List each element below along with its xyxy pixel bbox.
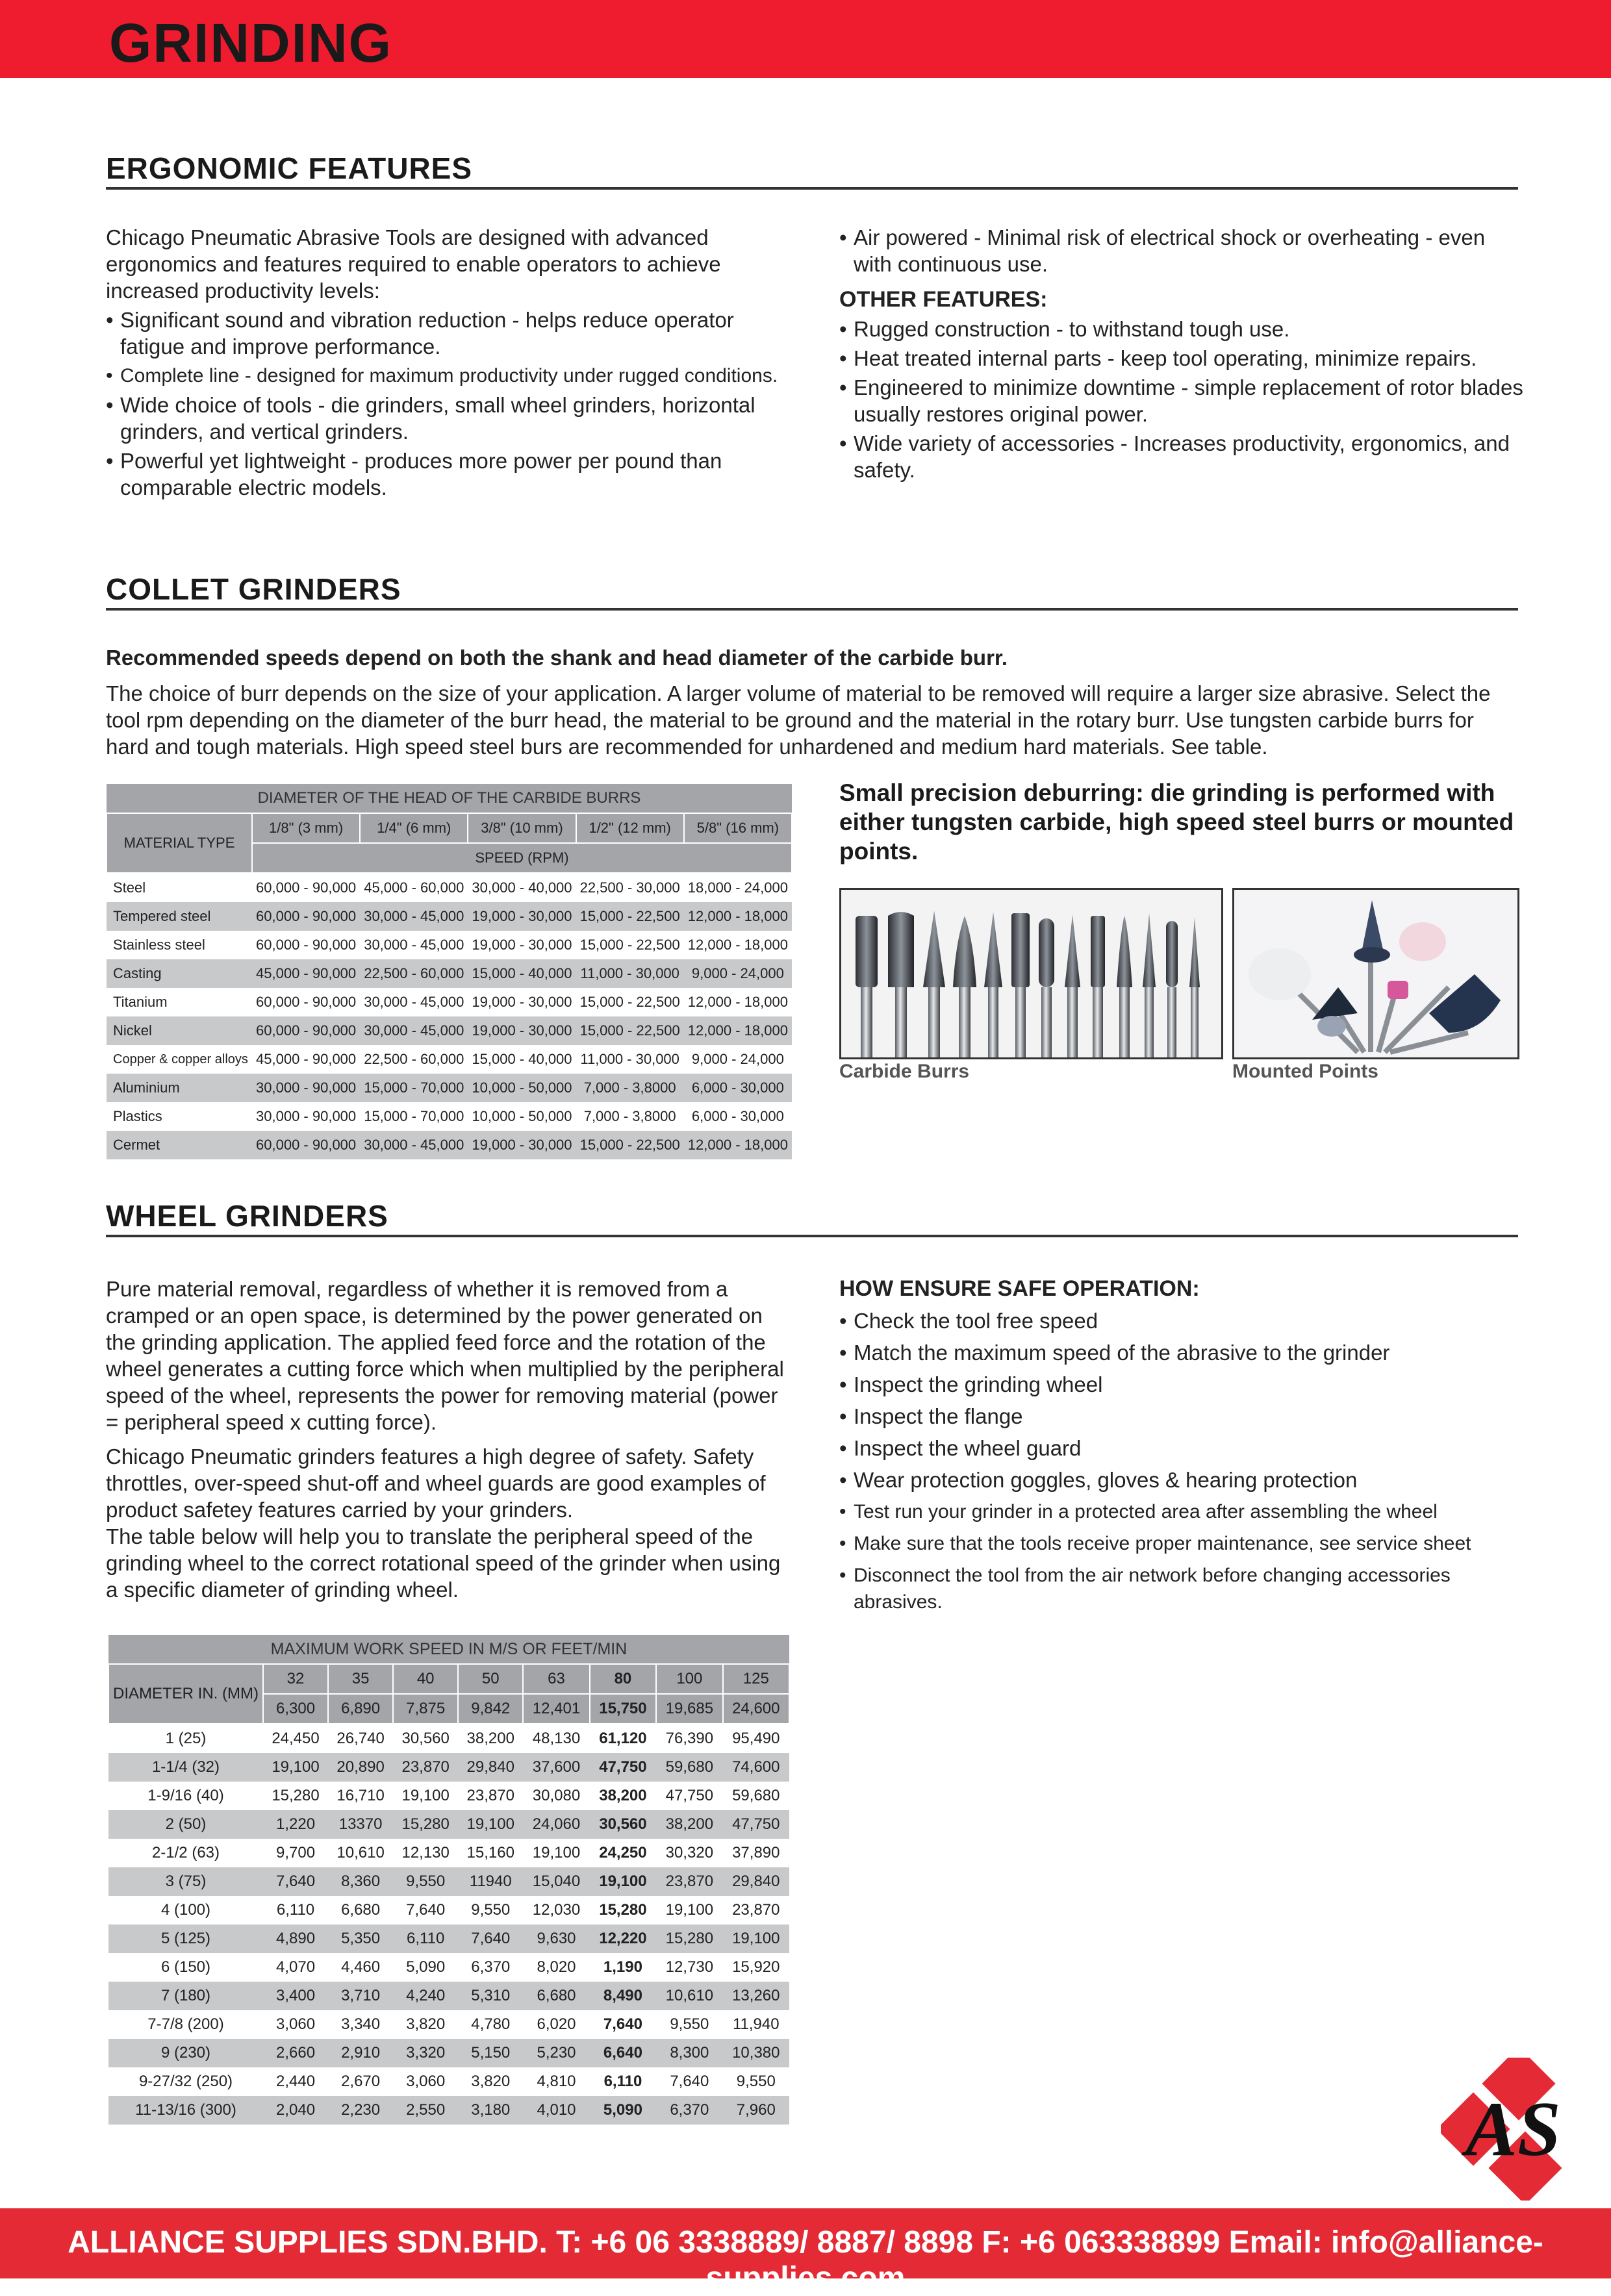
speed-cell: 15,000 - 22,500 — [576, 1131, 684, 1159]
rpm-cell: 7,640 — [670, 2073, 709, 2090]
rpm-cell: 30,080 — [532, 1787, 581, 1804]
diameter-cell: 1 (25) — [165, 1730, 207, 1747]
rpm-cell: 11940 — [458, 1867, 523, 1896]
speed-cell: 22,500 - 60,000 — [364, 1051, 464, 1067]
rpm-cell: 7,640 — [458, 1924, 523, 1953]
rpm-cell: 4,460 — [341, 1958, 381, 1976]
speed-cell: 60,000 - 90,000 — [256, 879, 357, 896]
rpm-cell: 5,310 — [458, 1982, 523, 2010]
rpm-cell: 5,090 — [590, 2096, 656, 2125]
list-item: • Check the tool free speed — [839, 1307, 1528, 1334]
speed-cell: 19,000 - 30,000 — [472, 937, 572, 953]
rpm-cell: 30,560 — [401, 1730, 450, 1747]
diameter-cell: 11-13/16 (300) — [108, 2096, 263, 2125]
bullet-air-powered: • Air powered - Minimal risk of electrical shock or overheating - even with continuous use. — [839, 224, 1528, 277]
speed-cell: 18,000 - 24,000 — [687, 879, 788, 896]
speed-ftmin-header: 9,842 — [458, 1694, 523, 1724]
table-row — [107, 902, 792, 931]
rpm-cell: 3,820 — [406, 2015, 446, 2033]
speed-cell: 6,000 - 30,000 — [691, 1108, 784, 1124]
diameter-cell: 7 (180) — [108, 1982, 263, 2010]
speed-ms-header: 32 — [263, 1664, 328, 1694]
speed-cell: 6,000 - 30,000 — [684, 1074, 792, 1102]
list-item: • Complete line - designed for maximum productivity under rugged conditions. — [106, 362, 794, 389]
diameter-cell: 1-1/4 (32) — [108, 1753, 263, 1782]
rpm-cell: 8,360 — [328, 1867, 393, 1896]
table-title: MAXIMUM WORK SPEED IN M/S OR FEET/MIN — [108, 1635, 789, 1664]
rpm-cell: 47,750 — [590, 1753, 656, 1782]
speed-ms-header: 63 — [523, 1664, 589, 1694]
table-row — [107, 988, 792, 1016]
rpm-cell: 95,490 — [732, 1730, 780, 1747]
rpm-cell: 19,100 — [401, 1787, 450, 1804]
caption-mounted-points: Mounted Points — [1232, 1061, 1378, 1082]
table-row — [107, 959, 792, 988]
speed-cell: 45,000 - 60,000 — [364, 879, 464, 896]
list-item: • Engineered to minimize downtime - simple replacement of rotor blades usually restores original power. — [839, 374, 1528, 427]
diameter-cell: 7-7/8 (200) — [147, 2015, 224, 2033]
rpm-cell: 37,890 — [732, 1844, 780, 1861]
speed-cell: 60,000 - 90,000 — [252, 1131, 360, 1159]
diameter-cell: 1-9/16 (40) — [147, 1787, 224, 1804]
rpm-cell: 5,230 — [523, 2039, 589, 2067]
material-cell: Copper & copper alloys — [113, 1052, 248, 1066]
precision-deburring-heading: Small precision deburring: die grinding is performed with either tungsten carbide, high speed steel burrs or mounted points. — [839, 779, 1514, 864]
mounted-points-illustration — [1234, 890, 1517, 1057]
rpm-cell: 19,100 — [532, 1844, 581, 1861]
speed-cell: 7,000 - 3,8000 — [583, 1108, 676, 1124]
carbide-burr-speed-table — [106, 784, 793, 1159]
rpm-cell: 3,820 — [471, 2073, 511, 2090]
list-item: • Match the maximum speed of the abrasive to the grinder — [839, 1339, 1528, 1366]
diameter-cell: 5 (125) — [108, 1924, 263, 1953]
table-row — [107, 873, 792, 902]
rpm-cell: 24,250 — [599, 1844, 647, 1861]
diameter-cell: 9 (230) — [108, 2039, 263, 2067]
speed-cell: 12,000 - 18,000 — [687, 994, 788, 1010]
rpm-cell: 37,600 — [523, 1753, 589, 1782]
logo-text: AS — [1465, 2086, 1561, 2172]
list-item: • Wide variety of accessories - Increases productivity, ergonomics, and safety. — [839, 430, 1528, 483]
rpm-cell: 74,600 — [723, 1753, 789, 1782]
rpm-cell: 2,660 — [263, 2039, 328, 2067]
material-cell: Aluminium — [107, 1074, 252, 1102]
safe-operation-heading: HOW ENSURE SAFE OPERATION: — [839, 1276, 1200, 1301]
rpm-cell: 15,280 — [272, 1787, 320, 1804]
speed-cell: 30,000 - 45,000 — [360, 902, 468, 931]
column-header: 1/8" (3 mm) — [252, 813, 360, 843]
speed-cell: 60,000 - 90,000 — [256, 937, 357, 953]
diameter-cell: 2 (50) — [108, 1810, 263, 1839]
rpm-cell: 15,280 — [599, 1901, 647, 1919]
rpm-cell: 19,100 — [665, 1901, 714, 1919]
rpm-cell: 9,550 — [736, 2073, 776, 2090]
speed-cell: 15,000 - 22,500 — [579, 937, 680, 953]
wheel-paragraph-3: The table below will help you to translate the peripheral speed of the grinding wheel to the correct rotational speed of the grinder when using a specific diameter of grinding wheel. — [106, 1524, 781, 1602]
rpm-cell: 6,110 — [603, 2073, 642, 2090]
section-title-wheel: WHEEL GRINDERS — [106, 1199, 388, 1233]
wheel-paragraph-2: Chicago Pneumatic grinders features a high degree of safety. Safety throttles, over-speed shut-off and wheel guards are good examples of product safetey features carried by your grinders. — [106, 1444, 766, 1522]
speed-cell: 11,000 - 30,000 — [576, 959, 684, 988]
rpm-cell: 3,710 — [328, 1982, 393, 2010]
speed-cell: 30,000 - 45,000 — [364, 994, 464, 1010]
material-cell: Casting — [107, 959, 252, 988]
rpm-cell: 7,640 — [603, 2015, 642, 2033]
alliance-supplies-logo — [1441, 2058, 1603, 2204]
table-row — [107, 1045, 792, 1074]
rpm-cell: 23,870 — [732, 1901, 780, 1919]
rpm-cell: 38,200 — [599, 1787, 647, 1804]
table-row — [108, 2010, 789, 2039]
diameter-cell: 2-1/2 (63) — [151, 1844, 220, 1861]
table-row — [108, 2096, 789, 2125]
rpm-cell: 19,100 — [263, 1753, 328, 1782]
speed-cell: 60,000 - 90,000 — [252, 1016, 360, 1045]
speed-cell: 45,000 - 90,000 — [252, 959, 360, 988]
rpm-cell: 2,910 — [328, 2039, 393, 2067]
material-cell: Steel — [113, 879, 146, 896]
speed-cell: 12,000 - 18,000 — [684, 902, 792, 931]
rpm-cell: 38,200 — [656, 1810, 722, 1839]
rpm-cell: 6,370 — [471, 1958, 511, 1976]
table-row — [108, 1982, 789, 2010]
caption-carbide-burrs: Carbide Burrs — [839, 1061, 970, 1082]
speed-cell: 19,000 - 30,000 — [472, 994, 572, 1010]
rpm-cell: 7,640 — [263, 1867, 328, 1896]
speed-ftmin-header: 6,300 — [263, 1694, 328, 1724]
rpm-cell: 7,640 — [406, 1901, 446, 1919]
list-item: • Inspect the grinding wheel — [839, 1371, 1528, 1398]
rpm-cell: 2,040 — [263, 2096, 328, 2125]
table-row — [107, 931, 792, 959]
rpm-cell: 3,400 — [263, 1982, 328, 2010]
rpm-cell: 12,220 — [590, 1924, 656, 1953]
speed-header: SPEED (RPM) — [252, 843, 792, 873]
speed-cell: 19,000 - 30,000 — [468, 902, 576, 931]
rpm-cell: 3,060 — [406, 2073, 446, 2090]
speed-cell: 30,000 - 90,000 — [252, 1074, 360, 1102]
list-item: • Make sure that the tools receive proper maintenance, see service sheet — [839, 1530, 1528, 1557]
rpm-cell: 4,010 — [523, 2096, 589, 2125]
rpm-cell: 10,610 — [656, 1982, 722, 2010]
speed-cell: 11,000 - 30,000 — [580, 1051, 679, 1067]
rpm-cell: 23,870 — [656, 1867, 722, 1896]
rpm-cell: 4,780 — [471, 2015, 511, 2033]
material-cell: Titanium — [113, 994, 168, 1010]
rpm-cell: 59,680 — [732, 1787, 780, 1804]
diameter-cell: 9-27/32 (250) — [138, 2073, 233, 2090]
section-title-collet: COLLET GRINDERS — [106, 572, 401, 606]
list-item: • Rugged construction - to withstand tough use. — [839, 316, 1528, 342]
table-row — [108, 1896, 789, 1924]
ergonomic-bullet-list — [106, 307, 794, 501]
speed-ftmin-header: 6,890 — [328, 1694, 393, 1724]
speed-cell: 15,000 - 22,500 — [579, 994, 680, 1010]
rpm-cell: 26,740 — [336, 1730, 385, 1747]
speed-cell: 45,000 - 90,000 — [256, 1051, 357, 1067]
rpm-cell: 9,700 — [275, 1844, 316, 1861]
rpm-cell: 38,200 — [466, 1730, 514, 1747]
ergonomic-intro: Chicago Pneumatic Abrasive Tools are designed with advanced ergonomics and features required to enable operators to achieve increased productivity levels: — [106, 225, 721, 303]
rpm-cell: 13370 — [328, 1810, 393, 1839]
speed-ms-header: 125 — [723, 1664, 789, 1694]
rpm-cell: 3,340 — [341, 2015, 381, 2033]
rpm-cell: 12,130 — [401, 1844, 450, 1861]
page-title: GRINDING — [109, 12, 392, 73]
rpm-cell: 61,120 — [599, 1730, 647, 1747]
section-title-ergonomic: ERGONOMIC FEATURES — [106, 151, 473, 185]
table-row — [108, 1953, 789, 1982]
speed-cell: 12,000 - 18,000 — [687, 937, 788, 953]
collet-lead: Recommended speeds depend on both the shank and head diameter of the carbide burr. — [106, 646, 1008, 670]
rpm-cell: 2,670 — [341, 2073, 381, 2090]
rpm-cell: 19,100 — [458, 1810, 523, 1839]
rpm-cell: 2,550 — [393, 2096, 458, 2125]
rpm-cell: 5,150 — [458, 2039, 523, 2067]
material-cell: Stainless steel — [113, 937, 205, 953]
speed-cell: 9,000 - 24,000 — [684, 959, 792, 988]
speed-ms-header: 35 — [328, 1664, 393, 1694]
other-features-heading: OTHER FEATURES: — [839, 287, 1048, 312]
rpm-cell: 20,890 — [328, 1753, 393, 1782]
rpm-cell: 9,630 — [523, 1924, 589, 1953]
table-row — [107, 1102, 792, 1131]
speed-cell: 30,000 - 45,000 — [360, 1016, 468, 1045]
column-header: 1/4" (6 mm) — [360, 813, 468, 843]
rpm-cell: 24,450 — [272, 1730, 320, 1747]
rpm-cell: 4,240 — [393, 1982, 458, 2010]
list-item: • Disconnect the tool from the air network before changing accessories abrasives. — [839, 1562, 1528, 1615]
speed-cell: 30,000 - 40,000 — [472, 879, 572, 896]
footer-contact: ALLIANCE SUPPLIES SDN.BHD. T: +6 06 3338889/ 8887/ 8898 F: +6 063338899 Email: info@alliance-supplies.com — [68, 2225, 1543, 2295]
rpm-cell: 10,380 — [723, 2039, 789, 2067]
material-cell: Plastics — [113, 1108, 162, 1124]
speed-ms-header: 50 — [458, 1664, 523, 1694]
rpm-cell: 5,090 — [406, 1958, 446, 1976]
rpm-cell: 6,370 — [656, 2096, 722, 2125]
rpm-cell: 29,840 — [723, 1867, 789, 1896]
speed-ftmin-header: 15,750 — [590, 1694, 656, 1724]
rpm-cell: 29,840 — [458, 1753, 523, 1782]
speed-cell: 10,000 - 50,000 — [472, 1108, 572, 1124]
speed-cell: 60,000 - 90,000 — [252, 902, 360, 931]
table-row — [107, 1131, 792, 1159]
rpm-cell: 2,440 — [275, 2073, 316, 2090]
speed-cell: 15,000 - 40,000 — [468, 959, 576, 988]
rpm-cell: 24,060 — [523, 1810, 589, 1839]
rpm-cell: 23,870 — [466, 1787, 514, 1804]
rpm-cell: 47,750 — [723, 1810, 789, 1839]
wheel-left-column — [106, 1276, 794, 1603]
table-row — [108, 1753, 789, 1782]
diameter-header: DIAMETER IN. (MM) — [108, 1664, 263, 1724]
list-item: • Wear protection goggles, gloves & hearing protection — [839, 1467, 1528, 1493]
list-item: • Test run your grinder in a protected area after assembling the wheel — [839, 1498, 1528, 1525]
speed-ftmin-header: 24,600 — [723, 1694, 789, 1724]
material-cell: Nickel — [107, 1016, 252, 1045]
speed-ftmin-header: 7,875 — [393, 1694, 458, 1724]
speed-cell: 12,000 - 18,000 — [684, 1131, 792, 1159]
rpm-cell: 5,350 — [328, 1924, 393, 1953]
wheel-right-column — [839, 1276, 1528, 1621]
material-cell: Cermet — [107, 1131, 252, 1159]
list-item: • Wide choice of tools - die grinders, small wheel grinders, horizontal grinders, and vertical grinders. — [106, 392, 794, 445]
speed-cell: 19,000 - 30,000 — [468, 1016, 576, 1045]
wheel-paragraph-1: Pure material removal, regardless of whether it is removed from a cramped or an open space, is determined by the power generated on the grinding application. The applied feed force and the rotation of the wheel generates a cutting force which when multiplied by the peripheral speed of the wheel, represents the power for removing material (power = peripheral speed x cutting force). — [106, 1277, 784, 1434]
rpm-cell: 9,550 — [471, 1901, 511, 1919]
rpm-cell: 6,020 — [537, 2015, 576, 2033]
speed-cell: 15,000 - 22,500 — [576, 902, 684, 931]
rpm-cell: 6,640 — [590, 2039, 656, 2067]
rpm-cell: 6,680 — [341, 1901, 381, 1919]
rpm-cell: 19,100 — [590, 1867, 656, 1896]
speed-cell: 10,000 - 50,000 — [468, 1074, 576, 1102]
rpm-cell: 23,870 — [393, 1753, 458, 1782]
rpm-cell: 16,710 — [336, 1787, 385, 1804]
rpm-cell: 47,750 — [665, 1787, 714, 1804]
list-item: • Powerful yet lightweight - produces more power per pound than comparable electric models. — [106, 448, 794, 501]
rpm-cell: 8,490 — [590, 1982, 656, 2010]
collet-body: The choice of burr depends on the size of your application. A larger volume of material to be removed will require a larger size abrasive. Select the tool rpm depending on the diameter of the burr head, the material to be ground and the material in the rotary burr. Use tungsten carbide burrs for hard and tough materials. High speed steel burs are recommended for unhardened and medium hard materials. See table. — [106, 681, 1491, 759]
column-header: 3/8" (10 mm) — [468, 813, 576, 843]
rpm-cell: 59,680 — [656, 1753, 722, 1782]
speed-cell: 15,000 - 40,000 — [472, 1051, 572, 1067]
carbide-burrs-illustration — [841, 890, 1221, 1057]
column-header: 5/8" (16 mm) — [684, 813, 792, 843]
table-row — [107, 1016, 792, 1045]
table-row — [108, 1924, 789, 1953]
rpm-cell: 9,550 — [393, 1867, 458, 1896]
rpm-cell: 19,100 — [723, 1924, 789, 1953]
speed-cell: 7,000 - 3,8000 — [576, 1074, 684, 1102]
speed-cell: 15,000 - 70,000 — [360, 1074, 468, 1102]
speed-cell: 15,000 - 22,500 — [576, 1016, 684, 1045]
rpm-cell: 12,730 — [665, 1958, 714, 1976]
speed-ms-header: 80 — [590, 1664, 656, 1694]
rpm-cell: 2,230 — [328, 2096, 393, 2125]
rpm-cell: 6,110 — [393, 1924, 458, 1953]
list-item: • Inspect the flange — [839, 1403, 1528, 1430]
safe-operation-list — [839, 1307, 1528, 1615]
speed-cell: 9,000 - 24,000 — [691, 1051, 784, 1067]
section-divider — [106, 1235, 1518, 1237]
speed-ftmin-header: 19,685 — [656, 1694, 722, 1724]
table-row — [108, 1867, 789, 1896]
table-row — [108, 1839, 789, 1867]
rpm-cell: 4,890 — [263, 1924, 328, 1953]
rpm-cell: 8,300 — [656, 2039, 722, 2067]
rpm-cell: 1,190 — [603, 1958, 642, 1976]
rpm-cell: 15,040 — [523, 1867, 589, 1896]
rpm-cell: 15,280 — [393, 1810, 458, 1839]
mounted-points-image — [1232, 888, 1519, 1059]
rpm-cell: 3,180 — [458, 2096, 523, 2125]
logo-mark — [1441, 2058, 1603, 2201]
speed-cell: 30,000 - 45,000 — [360, 1131, 468, 1159]
rpm-cell: 8,020 — [537, 1958, 576, 1976]
rpm-cell: 1,220 — [263, 1810, 328, 1839]
rpm-cell: 4,070 — [275, 1958, 316, 1976]
table-row — [108, 2039, 789, 2067]
rpm-cell: 6,680 — [523, 1982, 589, 2010]
table-row — [108, 1782, 789, 1810]
speed-cell: 30,000 - 45,000 — [364, 937, 464, 953]
rpm-cell: 3,320 — [393, 2039, 458, 2067]
section-divider — [106, 187, 1518, 190]
wheel-speed-table — [108, 1635, 790, 2125]
rpm-cell: 9,550 — [670, 2015, 709, 2033]
table-row — [107, 1074, 792, 1102]
diameter-cell: 6 (150) — [160, 1958, 211, 1976]
material-type-header: MATERIAL TYPE — [107, 813, 252, 873]
rpm-cell: 76,390 — [665, 1730, 714, 1747]
table-row — [108, 1810, 789, 1839]
ergonomic-right-column — [839, 224, 1528, 486]
rpm-cell: 10,610 — [336, 1844, 385, 1861]
ergonomic-left-column — [106, 224, 794, 503]
diameter-cell: 3 (75) — [108, 1867, 263, 1896]
rpm-cell: 3,060 — [275, 2015, 316, 2033]
rpm-cell: 15,920 — [732, 1958, 780, 1976]
rpm-cell: 15,280 — [656, 1924, 722, 1953]
rpm-cell: 12,030 — [532, 1901, 581, 1919]
other-features-list — [839, 316, 1528, 483]
speed-cell: 30,000 - 90,000 — [256, 1108, 357, 1124]
diameter-cell: 4 (100) — [160, 1901, 211, 1919]
speed-ftmin-header: 12,401 — [523, 1694, 589, 1724]
rpm-cell: 15,160 — [466, 1844, 514, 1861]
section-divider — [106, 608, 1518, 611]
speed-cell: 60,000 - 90,000 — [256, 994, 357, 1010]
rpm-cell: 48,130 — [532, 1730, 581, 1747]
table-title: DIAMETER OF THE HEAD OF THE CARBIDE BURRS — [107, 784, 792, 813]
rpm-cell: 11,940 — [732, 2015, 780, 2033]
list-item: • Inspect the wheel guard — [839, 1435, 1528, 1461]
rpm-cell: 30,560 — [590, 1810, 656, 1839]
speed-cell: 12,000 - 18,000 — [684, 1016, 792, 1045]
rpm-cell: 13,260 — [723, 1982, 789, 2010]
rpm-cell: 6,110 — [276, 1901, 315, 1919]
table-row — [108, 2067, 789, 2096]
speed-cell: 19,000 - 30,000 — [468, 1131, 576, 1159]
material-cell: Tempered steel — [107, 902, 252, 931]
speed-cell: 22,500 - 60,000 — [360, 959, 468, 988]
rpm-cell: 30,320 — [665, 1844, 714, 1861]
list-item: • Heat treated internal parts - keep tool operating, minimize repairs. — [839, 345, 1528, 372]
speed-ms-header: 100 — [656, 1664, 722, 1694]
speed-cell: 15,000 - 70,000 — [364, 1108, 464, 1124]
carbide-burrs-image — [839, 888, 1223, 1059]
list-item: • Significant sound and vibration reduction - helps reduce operator fatigue and improve performance. — [106, 307, 794, 360]
rpm-cell: 4,810 — [537, 2073, 576, 2090]
column-header: 1/2" (12 mm) — [576, 813, 684, 843]
speed-cell: 22,500 - 30,000 — [579, 879, 680, 896]
speed-ms-header: 40 — [393, 1664, 458, 1694]
table-row — [108, 1724, 789, 1753]
rpm-cell: 7,960 — [723, 2096, 789, 2125]
